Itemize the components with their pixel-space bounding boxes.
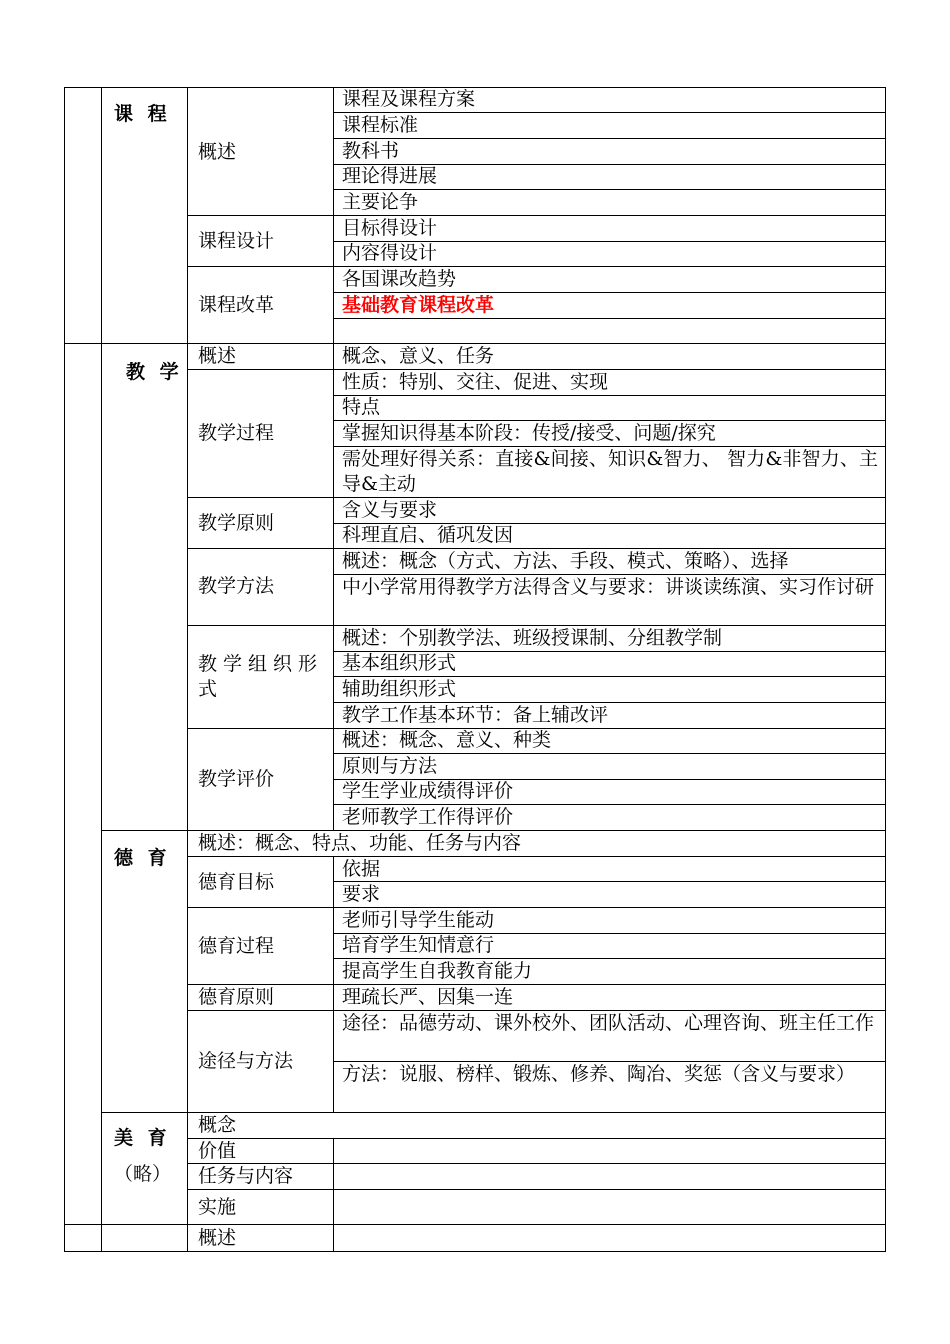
item-text: 要求 — [342, 883, 381, 905]
border-col3-a — [333, 87, 334, 831]
item-text: 概述：概念（方式、方法、手段、模式、策略）、选择 — [342, 550, 789, 572]
section-note: （略） — [114, 1163, 172, 1185]
item-text: 价值 — [198, 1140, 237, 1162]
item-text: 教学工作基本环节：备上辅改评 — [342, 704, 609, 726]
item-text: 目标得设计 — [342, 217, 438, 239]
item-text: 任务与内容 — [198, 1165, 294, 1187]
item-text: 方法：说服、榜样、锻炼、修养、陶冶、奖惩（含义与要求） — [342, 1063, 856, 1085]
item-text: 内容得设计 — [342, 242, 438, 264]
subtopic-label: 教学评价 — [198, 768, 275, 790]
subtopic-label: 教学组织形式 — [198, 653, 324, 700]
hline — [333, 318, 886, 319]
item-text: 概念 — [198, 1114, 237, 1136]
subtopic-label: 课程改革 — [198, 294, 275, 316]
border-col2 — [187, 87, 188, 1252]
item-text: 特点 — [342, 396, 381, 418]
item-text: 课程标准 — [342, 114, 419, 136]
hline — [187, 856, 886, 857]
border-col3-c — [333, 1138, 334, 1252]
item-text: 需处理好得关系：直接&间接、知识&智力、 智力&非智力、主导&主动 — [342, 448, 878, 495]
border-right — [885, 87, 886, 1252]
item-text: 概述 — [198, 1227, 237, 1249]
border-left — [64, 87, 65, 1252]
subtopic-label: 概述 — [198, 141, 237, 163]
item-text: 概述：个别教学法、班级授课制、分组教学制 — [342, 627, 723, 649]
item-text: 概念、意义、任务 — [342, 345, 495, 367]
section-title-kecheng: 课 程 — [114, 103, 171, 125]
hline — [187, 497, 886, 498]
subtopic-label: 教学方法 — [198, 575, 275, 597]
item-text: 主要论争 — [342, 191, 419, 213]
item-text: 理论得进展 — [342, 165, 438, 187]
item-text: 含义与要求 — [342, 499, 438, 521]
item-text: 实施 — [198, 1196, 237, 1218]
item-text: 概述：概念、意义、种类 — [342, 729, 552, 751]
hline — [64, 1224, 886, 1225]
hline — [187, 907, 886, 908]
section-title-deyu: 德 育 — [114, 847, 171, 869]
hline — [333, 881, 886, 882]
item-text: 掌握知识得基本阶段：传授/接受、问题/探究 — [342, 422, 716, 444]
item-text: 老师引导学生能动 — [342, 909, 495, 931]
item-text: 培育学生知情意行 — [342, 934, 495, 956]
subtopic-label: 德育过程 — [198, 935, 275, 957]
subtopic-label: 途径与方法 — [198, 1050, 294, 1072]
subtopic-label: 德育目标 — [198, 871, 275, 893]
hline — [187, 1189, 886, 1190]
item-text: 理疏长严、因集一连 — [342, 986, 514, 1008]
item-text: 教科书 — [342, 140, 400, 162]
item-text: 途径：品德劳动、课外校外、团队活动、心理咨询、班主任工作 — [342, 1012, 875, 1034]
item-text: 提高学生自我教育能力 — [342, 960, 533, 982]
hline — [187, 984, 886, 985]
hline — [187, 266, 886, 267]
subtopic-label: 概述：概念、特点、功能、任务与内容 — [198, 832, 522, 854]
border-col1 — [101, 87, 102, 1252]
item-text: 学生学业成绩得评价 — [342, 780, 514, 802]
subtopic-label: 概述 — [198, 345, 237, 367]
subtopic-label: 德育原则 — [198, 986, 275, 1008]
section-title-jiaoxue: 教 学 — [126, 361, 183, 383]
subtopic-label: 教学原则 — [198, 512, 275, 534]
section-title-meiyu: 美 育 — [114, 1127, 171, 1149]
item-text: 辅助组织形式 — [342, 678, 457, 700]
subtopic-label: 课程设计 — [198, 230, 275, 252]
hline — [333, 138, 886, 139]
item-text: 中小学常用得教学方法得含义与要求：讲谈读练演、实习作讨研 — [342, 576, 875, 598]
item-text: 科理直启、循巩发因 — [342, 524, 514, 546]
item-text: 性质：特别、交往、促进、实现 — [342, 371, 609, 393]
hline — [64, 1251, 886, 1252]
item-text: 原则与方法 — [342, 755, 438, 777]
hline — [187, 1138, 886, 1139]
hline — [333, 395, 886, 396]
item-text: 各国课改趋势 — [342, 268, 457, 290]
highlighted-item-text: 基础教育课程改革 — [342, 294, 495, 316]
hline — [187, 215, 886, 216]
item-text: 基本组织形式 — [342, 652, 457, 674]
item-text: 依据 — [342, 858, 381, 880]
subtopic-label: 教学过程 — [198, 422, 275, 444]
item-text: 课程及课程方案 — [342, 88, 476, 110]
item-text: 老师教学工作得评价 — [342, 806, 514, 828]
